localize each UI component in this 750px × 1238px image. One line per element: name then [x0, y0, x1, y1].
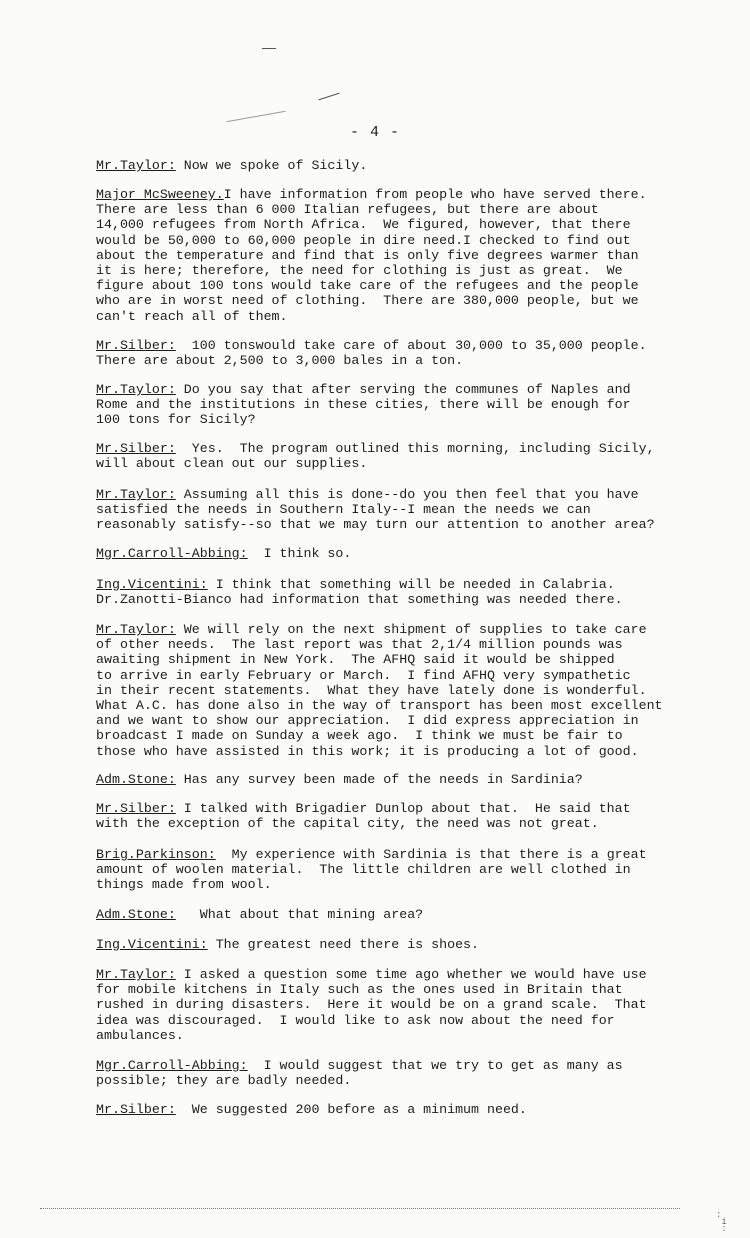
paragraph — [96, 772, 722, 787]
speaker-name: Adm.Stone: — [96, 772, 176, 787]
paragraph-line: figure about 100 tons would take care of the refugees and the people — [96, 278, 639, 294]
paragraph-line: Mr.Taylor: Assuming all this is done--do you then feel that you have — [96, 487, 639, 502]
paragraph — [96, 1058, 722, 1088]
pen-mark — [262, 48, 276, 49]
speaker-name: Mr.Taylor: — [96, 158, 176, 173]
paragraph-line: Mr.Silber: 100 tonswould take care of about 30,000 to 35,000 people. — [96, 338, 647, 353]
paragraph — [96, 546, 722, 561]
paragraph-line: those who have assisted in this work; it is producing a lot of good. — [96, 743, 639, 759]
paragraph-line: can't reach all of them. — [96, 308, 288, 324]
paragraph-line: about the temperature and find that is only five degrees warmer than — [96, 247, 639, 263]
paragraph — [96, 577, 722, 607]
paragraph — [96, 801, 722, 831]
paragraph-line: Adm.Stone: Has any survey been made of the needs in Sardinia? — [96, 772, 583, 787]
paragraph — [96, 382, 722, 428]
paragraph-line: Rome and the institutions in these cities, there will be enough for — [96, 397, 631, 413]
paragraph-line: Major McSweeney.I have information from people who have served there. — [96, 187, 647, 202]
paragraph-line: Brig.Parkinson: My experience with Sardinia is that there is a great — [96, 847, 647, 862]
paragraph-line: Adm.Stone: What about that mining area? — [96, 907, 424, 922]
paragraph-line: Mr.Taylor: We will rely on the next shipment of supplies to take care — [96, 622, 647, 637]
paragraph-line: with the exception of the capital city, the need was not great. — [96, 816, 599, 832]
speaker-name: Mr.Silber: — [96, 801, 176, 816]
paragraph-line: Ing.Vicentini: I think that something will be needed in Calabria. — [96, 577, 615, 592]
paragraph-line: satisfied the needs in Southern Italy--I mean the needs we can — [96, 502, 591, 518]
speaker-name: Mr.Silber: — [96, 338, 176, 353]
paragraph-line: Mr.Silber: I talked with Brigadier Dunlop about that. He said that — [96, 801, 631, 816]
paragraph — [96, 907, 722, 922]
speaker-name: Ing.Vicentini: — [96, 937, 208, 952]
scan-noise — [40, 1208, 680, 1211]
paragraph-line: Ing.Vicentini: The greatest need there is shoes. — [96, 937, 480, 952]
speaker-name: Mr.Taylor: — [96, 622, 176, 637]
paragraph-line: What A.C. has done also in the way of transport has been most excellent — [96, 698, 663, 714]
paragraph-line: for mobile kitchens in Italy such as the ones used in Britain that — [96, 982, 623, 998]
paragraph-line: Mgr.Carroll-Abbing: I would suggest that we try to get as many as — [96, 1058, 623, 1073]
paragraph — [96, 338, 722, 368]
paragraph — [96, 1102, 722, 1117]
speaker-name: Major McSweeney. — [96, 187, 224, 202]
speaker-name: Adm.Stone: — [96, 907, 176, 922]
paragraph-line: ambulances. — [96, 1027, 184, 1043]
paragraph-line: it is here; therefore, the need for clothing is just as great. We — [96, 263, 623, 279]
paragraph-line: to arrive in early February or March. I find AFHQ very sympathetic — [96, 667, 631, 683]
speaker-name: Mgr.Carroll-Abbing: — [96, 1058, 248, 1073]
speaker-name: Mr.Taylor: — [96, 382, 176, 397]
paragraph-line: broadcast I made on Sunday a week ago. I think we must be fair to — [96, 728, 623, 744]
paragraph-line: 100 tons for Sicily? — [96, 412, 256, 428]
pen-mark — [226, 111, 285, 122]
paragraph-line: reasonably satisfy--so that we may turn our attention to another area? — [96, 517, 655, 533]
paragraph-line: who are in worst need of clothing. There are 380,000 people, but we — [96, 293, 639, 309]
paragraph-line: would be 50,000 to 60,000 people in dire need.I checked to find out — [96, 232, 631, 248]
paragraph — [96, 441, 722, 471]
paragraph-line: Mr.Taylor: Do you say that after serving the communes of Naples and — [96, 382, 631, 397]
paragraph — [96, 158, 722, 173]
paragraph-line: Mr.Taylor: I asked a question some time ago whether we would have use — [96, 967, 647, 982]
speaker-name: Mr.Silber: — [96, 1102, 176, 1117]
paragraph-line: of other needs. The last report was that 2,1/4 million pounds was — [96, 637, 623, 653]
paragraph-line: There are about 2,500 to 3,000 bales in a ton. — [96, 353, 464, 369]
paragraph-line: Mgr.Carroll-Abbing: I think so. — [96, 546, 352, 561]
paragraph-line: Mr.Taylor: Now we spoke of Sicily. — [96, 158, 368, 173]
pen-mark — [318, 93, 339, 101]
paragraph — [96, 967, 722, 1043]
speaker-name: Mr.Taylor: — [96, 487, 176, 502]
page-number: - 4 - — [349, 124, 400, 141]
paragraph-line: Mr.Silber: We suggested 200 before as a minimum need. — [96, 1102, 527, 1117]
scan-edge: : i : — [716, 1210, 727, 1234]
paragraph-line: 14,000 refugees from North Africa. We figured, however, that there — [96, 217, 631, 233]
speaker-name: Ing.Vicentini: — [96, 577, 208, 592]
paragraph-line: amount of woolen material. The little children are well clothed in — [96, 862, 631, 878]
speaker-name: Brig.Parkinson: — [96, 847, 216, 862]
paragraph-line: rushed in during disasters. Here it would be on a grand scale. That — [96, 997, 647, 1013]
paragraph-line: Mr.Silber: Yes. The program outlined this morning, including Sicily, — [96, 441, 655, 456]
paragraph-line: Dr.Zanotti-Bianco had information that something was needed there. — [96, 592, 623, 608]
paragraph-line: in their recent statements. What they have lately done is wonderful. — [96, 682, 647, 698]
paragraph — [96, 187, 722, 324]
paragraph-line: and we want to show our appreciation. I did express appreciation in — [96, 713, 639, 729]
paragraph — [96, 847, 722, 893]
paragraph-line: things made from wool. — [96, 877, 272, 893]
paragraph — [96, 622, 722, 759]
speaker-name: Mr.Taylor: — [96, 967, 176, 982]
paragraph-line: possible; they are badly needed. — [96, 1073, 352, 1089]
paragraph-line: awaiting shipment in New York. The AFHQ said it would be shipped — [96, 652, 615, 668]
paragraph — [96, 487, 722, 533]
paragraph-line: idea was discouraged. I would like to ask now about the need for — [96, 1012, 615, 1028]
paragraph-line: will about clean out our supplies. — [96, 456, 368, 472]
speaker-name: Mr.Silber: — [96, 441, 176, 456]
paragraph — [96, 937, 722, 952]
paragraph-line: There are less than 6 000 Italian refugees, but there are about — [96, 202, 599, 218]
speaker-name: Mgr.Carroll-Abbing: — [96, 546, 248, 561]
